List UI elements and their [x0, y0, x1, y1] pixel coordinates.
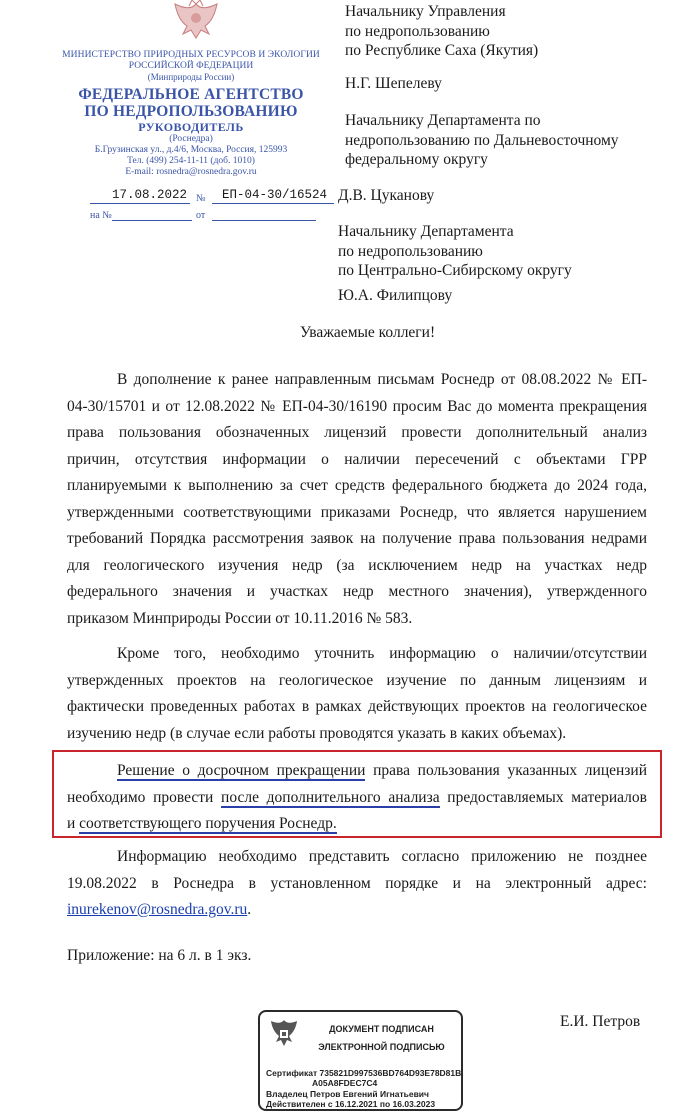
stamp-emblem-icon	[268, 1018, 300, 1056]
agency-abbr: (Роснедра)	[169, 134, 213, 144]
ministry-abbr: (Минприроды России)	[147, 72, 235, 82]
ref-date-line	[212, 220, 316, 221]
signer-name: Е.И. Петров	[560, 1013, 641, 1030]
stamp-subtitle: ЭЛЕКТРОННОЙ ПОДПИСЬЮ	[318, 1042, 445, 1052]
recipient-2: Начальнику Департамента по недропользованию по Дальневосточному федеральному округу	[345, 112, 619, 168]
number-line	[212, 203, 334, 204]
number-label: №	[196, 193, 206, 204]
registration-number: ЕП-04-30/16524	[222, 188, 328, 202]
underlined-phrase-2: после дополнительного анализа	[221, 788, 440, 806]
registration-date: 17.08.2022	[112, 188, 188, 202]
underlined-phrase-1: Решение о досрочном прекращении	[117, 762, 366, 779]
ref-label: на №	[90, 210, 112, 221]
recipient-3: Начальнику Департамента по недропользованию по Центрально-Сибирскому округу	[338, 223, 572, 279]
agency-address: Б.Грузинская ул., д.4/6, Москва, Россия, 125993	[94, 145, 288, 155]
agency-email: E-mail: rosnedra@rosnedra.gov.ru	[125, 167, 257, 177]
recipient-2-name: Д.В. Цуканову	[338, 187, 435, 204]
paragraph-2: Кроме того, необходимо уточнить информацию о наличии/отсутствии утвержденных проектов на геологическое изучение по данным лицензиям и фактически проведенных работах в рамках действующих проектов на геологическое изучению недр (в случае если работы проводятся указать в каких объемах).	[67, 645, 647, 742]
stamp-validity: Действителен с 16.12.2021 по 16.03.2023	[266, 1099, 436, 1109]
coat-of-arms-emblem	[165, 0, 227, 40]
email-link[interactable]: inurekenov@rosnedra.gov.ru	[67, 901, 248, 918]
stamp-title: ДОКУМЕНТ ПОДПИСАН	[329, 1024, 434, 1034]
recipient-1-name: Н.Г. Шепелеву	[345, 75, 442, 92]
agency-name-line2: ПО НЕДРОПОЛЬЗОВАНИЮ	[84, 103, 298, 120]
agency-name: ФЕДЕРАЛЬНОЕ АГЕНТСТВО	[78, 86, 304, 103]
ref-number-line	[112, 220, 192, 221]
stamp-certificate-2: A05A8FDEC7C4	[312, 1078, 378, 1088]
paragraph-3-highlighted: Решение о досрочном прекращении права пользования указанных лицензий необходимо провести после дополнительного анализа предоставляемых материалов и соответствующего поручения Роснедр.	[67, 762, 647, 832]
stamp-certificate: Сертификат 735821D997536BD764D93E78D81B	[266, 1068, 462, 1078]
salutation: Уважаемые коллеги!	[300, 324, 436, 341]
ministry-name-line2: РОССИЙСКОЙ ФЕДЕРАЦИИ	[128, 61, 254, 71]
position-title: РУКОВОДИТЕЛЬ	[138, 120, 244, 134]
paragraph-1: В дополнение к ранее направленным письмам Роснедр от 08.08.2022 № ЕП- 04-30/15701 и от 12.08.2022 № ЕП-04-30/16190 просим Вас до момента прекращения права пользования обозначенных лицензий провести дополнительный анализ причин, отсутствия информации о наличии пересечений с объектами ГРР планируемыми к выполнению за счет средств федерального бюджета до 2024 года, утвержденными соответствующими приказами Роснедр, что является нарушением требований Порядка рассмотрения заявок на получение права пользования недрами для геологического изучения недр (за исключением недр на участках недр федерального значения и участках недр местного значения), утвержденного приказом Минприроды России от 10.11.2016 № 583.	[67, 371, 647, 627]
electronic-signature-stamp	[258, 1010, 463, 1111]
date-line	[90, 203, 190, 204]
letterhead	[55, 50, 327, 178]
agency-phone: Тел. (499) 254-11-11 (доб. 1010)	[127, 156, 255, 166]
recipient-1: Начальнику Управления по недропользованию по Республике Саха (Якутия)	[345, 3, 539, 59]
recipient-3-name: Ю.А. Филипцову	[338, 287, 453, 304]
ref-date-label: от	[196, 210, 206, 221]
ministry-name: МИНИСТЕРСТВО ПРИРОДНЫХ РЕСУРСОВ И ЭКОЛОГИИ	[62, 50, 320, 60]
attachment-note: Приложение: на 6 л. в 1 экз.	[67, 947, 252, 964]
underlined-phrase-3: соответствующего поручения Роснедр.	[79, 815, 337, 832]
paragraph-4: Информацию необходимо представить согласно приложению не позднее 19.08.2022 в Роснедра в установленном порядке и на электронный адрес: inurekenov@rosnedra.gov.ru.	[67, 848, 647, 918]
stamp-owner: Владелец Петров Евгений Игнатьевич	[266, 1089, 429, 1099]
